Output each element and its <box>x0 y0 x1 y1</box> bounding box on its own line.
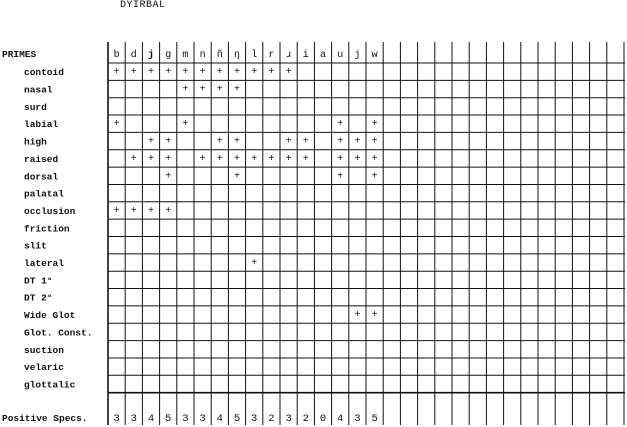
feature-mark: + <box>251 153 258 165</box>
feature-mark: + <box>285 153 292 165</box>
row-label: occlusion <box>24 205 76 217</box>
feature-mark: + <box>147 153 155 165</box>
column-header: r <box>268 50 275 61</box>
positive-spec-count: 3 <box>130 413 137 425</box>
feature-mark: + <box>251 67 258 79</box>
feature-mark: + <box>233 84 241 96</box>
feature-mark: + <box>337 171 344 183</box>
positive-spec-count: 0 <box>319 413 327 425</box>
column-header: i <box>302 50 309 61</box>
feature-mark: + <box>233 67 241 79</box>
feature-mark: + <box>233 136 241 148</box>
feature-mark: + <box>130 67 137 79</box>
feature-mark: + <box>165 205 172 217</box>
feature-mark: + <box>354 136 361 148</box>
feature-mark: + <box>113 67 120 79</box>
feature-mark: + <box>147 136 155 148</box>
column-header: m <box>182 50 189 61</box>
row-label: DT 2° <box>24 292 53 304</box>
row-label: suction <box>24 344 64 356</box>
feature-mark: + <box>147 67 155 79</box>
row-label: palatal <box>24 188 64 200</box>
column-header: n <box>199 50 206 61</box>
feature-mark: + <box>199 67 206 79</box>
column-header: a <box>319 50 327 61</box>
feature-mark: + <box>285 67 292 79</box>
positive-spec-count: 3 <box>354 413 361 425</box>
row-label: friction <box>24 223 70 235</box>
primes-label: PRIMES <box>2 49 37 60</box>
feature-mark: + <box>268 153 275 165</box>
positive-spec-count: 4 <box>147 413 155 425</box>
row-label: contoid <box>24 67 64 79</box>
feature-mark: + <box>302 153 309 165</box>
feature-mark: + <box>371 136 378 148</box>
feature-mark: + <box>354 153 361 165</box>
row-label: DT 1° <box>24 275 53 287</box>
feature-mark: + <box>268 67 275 79</box>
column-header: ñ <box>216 50 223 61</box>
feature-mark: + <box>130 153 137 165</box>
column-header: l <box>251 50 258 61</box>
positive-spec-count: 2 <box>268 413 275 425</box>
feature-mark: + <box>285 136 292 148</box>
positive-spec-count: 3 <box>285 413 292 425</box>
feature-mark: + <box>354 310 361 322</box>
positive-spec-count: 4 <box>216 413 223 425</box>
feature-mark: + <box>371 310 378 322</box>
feature-mark: + <box>251 258 258 270</box>
positive-spec-count: 4 <box>337 413 344 425</box>
feature-mark: + <box>182 119 189 131</box>
feature-mark: + <box>337 119 344 131</box>
feature-mark: + <box>371 171 378 183</box>
row-label: dorsal <box>24 171 59 183</box>
feature-mark: + <box>165 153 172 165</box>
page-title: DYIRBAL <box>120 0 166 11</box>
row-label: velaric <box>24 362 64 374</box>
feature-mark: + <box>199 153 206 165</box>
column-header: ŋ <box>233 50 241 61</box>
feature-mark: + <box>216 136 223 148</box>
feature-mark: + <box>165 136 172 148</box>
feature-mark: + <box>302 136 309 148</box>
row-label: raised <box>24 153 59 165</box>
row-label: Glot. Const. <box>24 327 93 339</box>
feature-mark: + <box>216 67 223 79</box>
feature-mark: + <box>113 205 120 217</box>
positive-spec-count: 3 <box>113 413 120 425</box>
feature-mark: + <box>182 67 189 79</box>
positive-spec-count: 3 <box>199 413 206 425</box>
feature-mark: + <box>130 205 137 217</box>
feature-mark: + <box>147 205 155 217</box>
feature-mark: + <box>233 171 241 183</box>
row-label: labial <box>24 119 59 131</box>
feature-mark: + <box>337 153 344 165</box>
feature-mark: + <box>165 67 172 79</box>
positive-spec-count: 3 <box>251 413 258 425</box>
feature-mark: + <box>371 119 378 131</box>
feature-mark: + <box>165 171 172 183</box>
column-header: u <box>337 50 344 61</box>
feature-mark: + <box>182 84 189 96</box>
column-header: j <box>354 50 361 61</box>
row-label: nasal <box>24 84 53 96</box>
feature-mark: + <box>233 153 241 165</box>
feature-mark: + <box>216 153 223 165</box>
positive-specs-label: Positive Specs. <box>2 413 88 424</box>
row-label: surd <box>24 101 47 113</box>
row-label: glottalic <box>24 379 76 391</box>
positive-spec-count: 5 <box>165 413 172 425</box>
feature-mark: + <box>337 136 344 148</box>
column-header: g <box>165 50 172 61</box>
row-label: lateral <box>24 258 64 270</box>
positive-spec-count: 2 <box>302 413 309 425</box>
row-label: Wide Glot <box>24 310 76 322</box>
column-header: b <box>113 50 120 61</box>
column-header: ɹ <box>285 50 292 61</box>
feature-mark: + <box>371 153 378 165</box>
feature-mark: + <box>113 119 120 131</box>
positive-spec-count: 5 <box>371 413 378 425</box>
feature-mark: + <box>199 84 206 96</box>
column-header: w <box>371 50 378 61</box>
row-label: high <box>24 136 47 148</box>
column-header: j <box>147 50 155 61</box>
column-header: d <box>130 50 137 61</box>
row-label: slit <box>24 240 47 252</box>
positive-spec-count: 3 <box>182 413 189 425</box>
feature-mark: + <box>216 84 223 96</box>
positive-spec-count: 5 <box>233 413 241 425</box>
